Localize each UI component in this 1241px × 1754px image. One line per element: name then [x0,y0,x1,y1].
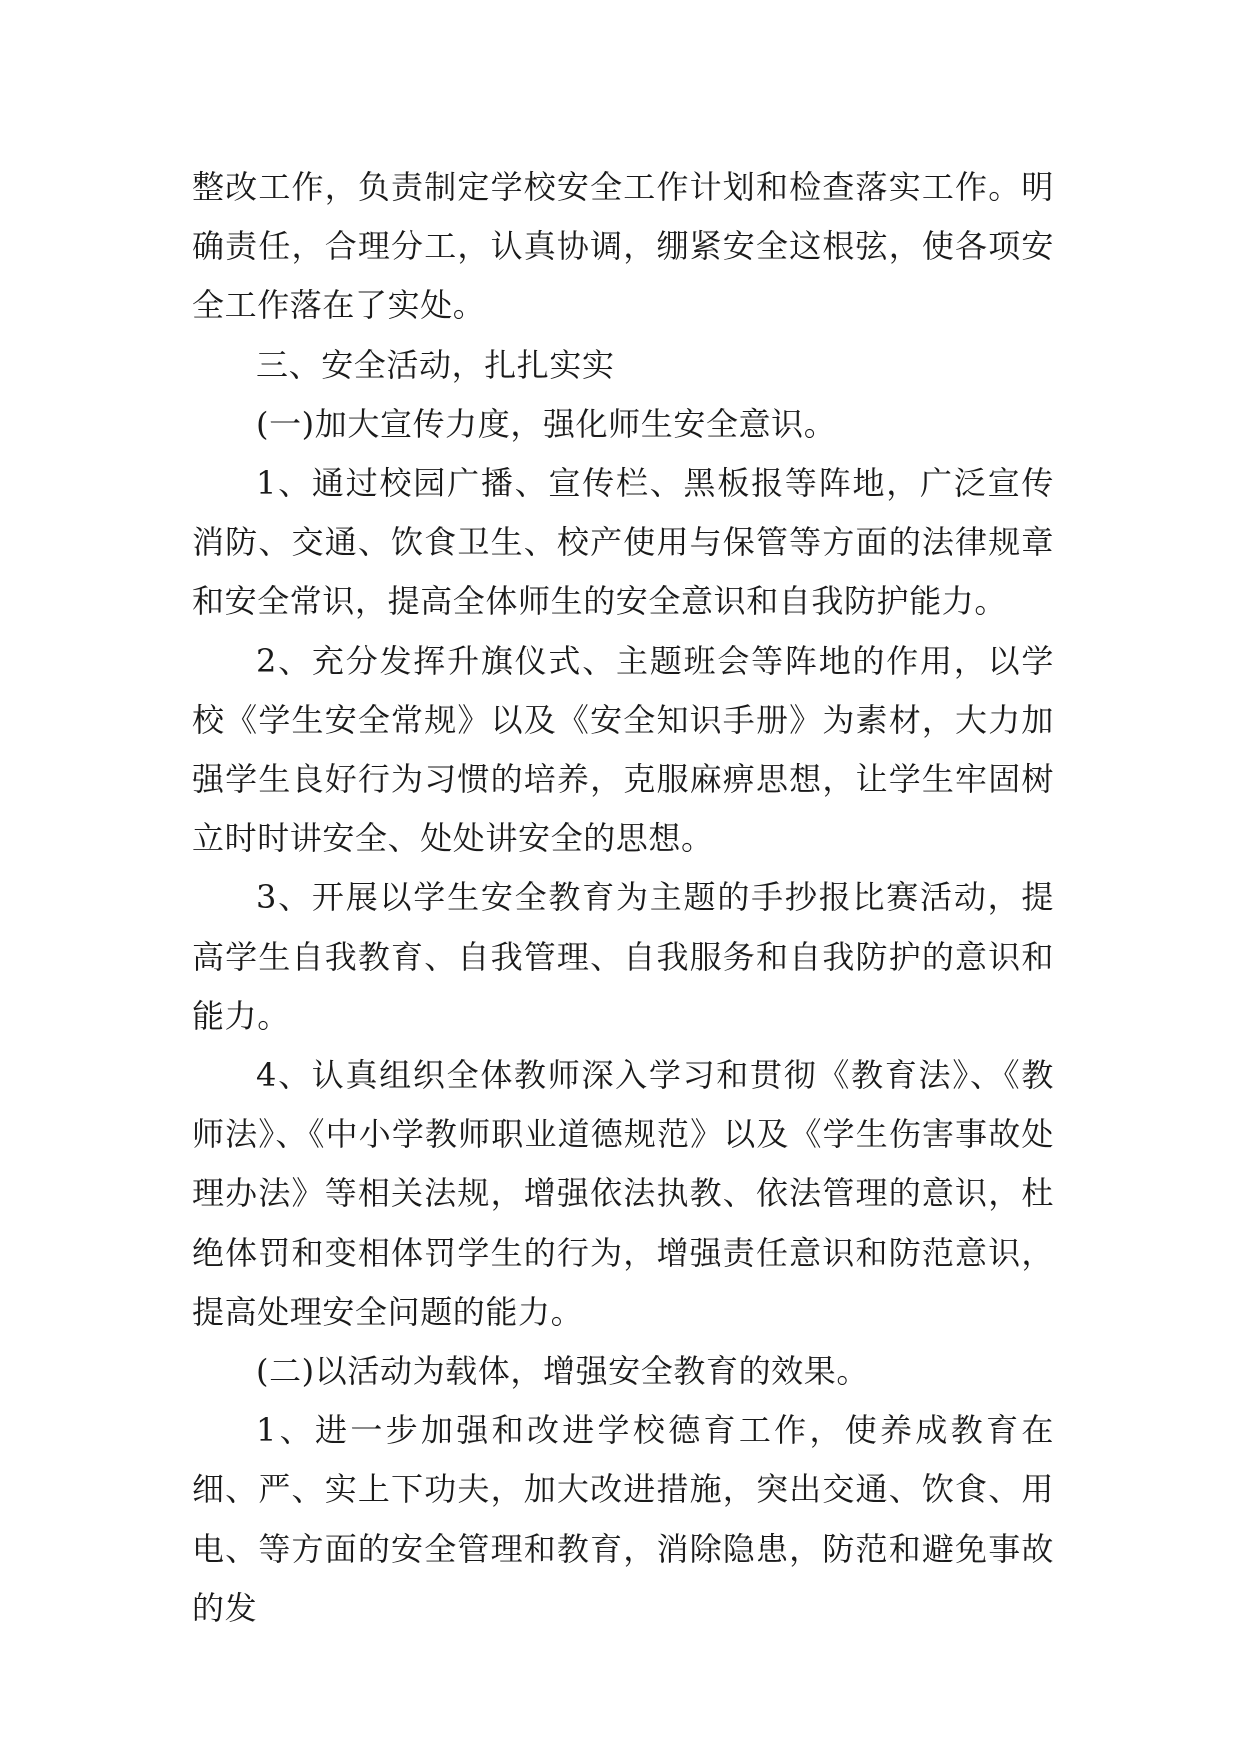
document-body [192,158,1054,1638]
paragraph-item-2-flag-ceremony: 2、充分发挥升旗仪式、主题班会等阵地的作用，以学校《学生安全常规》以及《安全知识手册》为素材，大力加强学生良好行为习惯的培养，克服麻痹思想，让学生牢固树立时时讲安全、处处讲安全的思想。 [192,641,1054,858]
paragraph-item-3-handwritten-newspaper: 3、开展以学生安全教育为主题的手抄报比赛活动，提高学生自我教育、自我管理、自我服务和自我防护的意识和能力。 [192,878,1054,1035]
subheading-activities: (二)以活动为载体，增强安全教育的效果。 [256,1352,869,1391]
section-heading-safety-activities: 三、安全活动，扎扎实实 [256,345,615,384]
paragraph-item-1-moral-education: 1、进一步加强和改进学校德育工作，使养成教育在细、严、实上下功夫，加大改进措施，突出交通、饮食、用电、等方面的安全管理和教育，消除隐患，防范和避免事故的发 [192,1411,1054,1627]
subheading-publicity: (一)加大宣传力度，强化师生安全意识。 [256,404,837,443]
paragraph-item-1-campus-media: 1、通过校园广播、宣传栏、黑板报等阵地，广泛宣传消防、交通、饮食卫生、校产使用与保管等方面的法律规章和安全常识，提高全体师生的安全意识和自我防护能力。 [192,464,1054,621]
paragraph-safety-responsibility: 整改工作，负责制定学校安全工作计划和检查落实工作。明确责任，合理分工，认真协调，绷紧安全这根弦，使各项安全工作落在了实处。 [192,168,1054,325]
paragraph-item-4-teacher-laws: 4、认真组织全体教师深入学习和贯彻《教育法》、《教师法》、《中小学教师职业道德规范》以及《学生伤害事故处理办法》等相关法规，增强依法执教、依法管理的意识，杜绝体罚和变相体罚学生的行为，增强责任意识和防范意识，提高处理安全问题的能力。 [192,1056,1054,1331]
